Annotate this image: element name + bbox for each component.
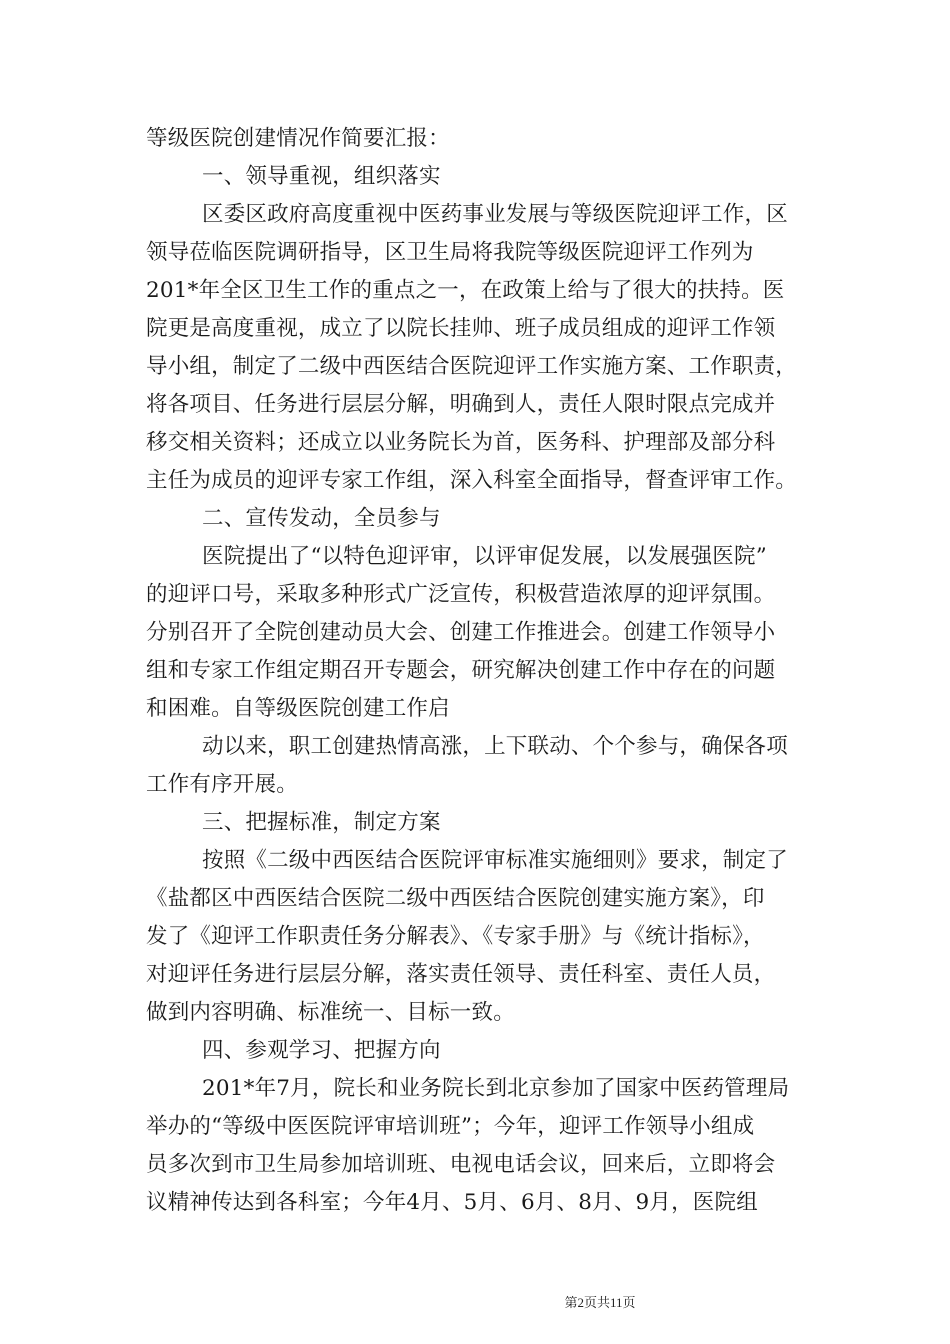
text-line: 领导莅临医院调研指导，区卫生局将我院等级医院迎评工作列为: [146, 240, 754, 265]
text-line: 201*年7月，院长和业务院长到北京参加了国家中医药管理局: [202, 1076, 790, 1101]
page-footer: [0, 1295, 950, 1311]
text-line: 按照《二级中西医结合医院评审标准实施细则》要求，制定了: [202, 848, 788, 873]
text-line: 201*年全区卫生工作的重点之一，在政策上给与了很大的扶持。医: [146, 278, 785, 303]
text-line: 工作有序开展。: [146, 772, 298, 797]
text-line: 组和专家工作组定期召开专题会，研究解决创建工作中存在的问题: [146, 658, 776, 683]
text-line: 三、把握标准，制定方案: [202, 810, 441, 835]
text-line: 将各项目、任务进行层层分解，明确到人，责任人限时限点完成并: [146, 392, 776, 417]
text-line: 二、宣传发动，全员参与: [202, 506, 441, 531]
page-number: 第2页共11页: [564, 1295, 636, 1310]
text-line: 院更是高度重视，成立了以院长挂帅、班子成员组成的迎评工作领: [146, 316, 776, 341]
text-line: 发了《迎评工作职责任务分解表》、《专家手册》与《统计指标》，: [146, 924, 765, 949]
text-line: 主任为成员的迎评专家工作组，深入科室全面指导，督查评审工作。: [146, 468, 798, 493]
text-line: 议精神传达到各科室；今年4月、5月、6月、8月、9月，医院组: [146, 1190, 758, 1215]
text-line: 等级医院创建情况作简要汇报：: [146, 126, 450, 151]
text-line: 导小组，制定了二级中西医结合医院迎评工作实施方案、工作职责，: [146, 354, 798, 379]
text-line: 对迎评任务进行层层分解，落实责任领导、责任科室、责任人员，: [146, 962, 776, 987]
text-line: 动以来，职工创建热情高涨，上下联动、个个参与，确保各项: [202, 734, 788, 759]
text-line: 区委区政府高度重视中医药事业发展与等级医院迎评工作，区: [202, 202, 788, 227]
text-line: 的迎评口号，采取多种形式广泛宣传，积极营造浓厚的迎评氛围。: [146, 582, 776, 607]
text-line: 《盐都区中西医结合医院二级中西医结合医院创建实施方案》，印: [146, 886, 765, 911]
text-line: 医院提出了“以特色迎评审，以评审促发展，以发展强医院”: [202, 544, 767, 569]
text-line: 和困难。自等级医院创建工作启: [146, 696, 450, 721]
text-line: 四、参观学习、把握方向: [202, 1038, 441, 1063]
text-line: 举办的“等级中医医院评审培训班”；今年，迎评工作领导小组成: [146, 1114, 755, 1139]
text-line: 一、领导重视，组织落实: [202, 164, 441, 189]
text-line: 员多次到市卫生局参加培训班、电视电话会议，回来后，立即将会: [146, 1152, 776, 1177]
text-line: 分别召开了全院创建动员大会、创建工作推进会。创建工作领导小: [146, 620, 776, 645]
text-line: 移交相关资料；还成立以业务院长为首，医务科、护理部及部分科: [146, 430, 776, 455]
document-body: [146, 120, 826, 1222]
text-line: 做到内容明确、标准统一、目标一致。: [146, 1000, 515, 1025]
